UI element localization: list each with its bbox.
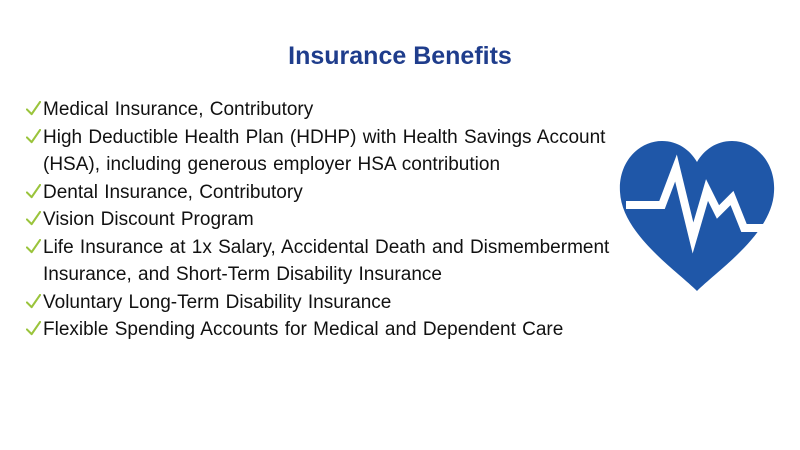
list-item — [26, 179, 626, 207]
list-item-text: Life Insurance at 1x Salary, Accidental Death and Dismemberment Insurance, and Short-Term Disability Insurance — [43, 236, 610, 285]
list-item — [26, 124, 626, 179]
checkmark-icon — [26, 101, 41, 116]
checkmark-icon — [26, 211, 41, 226]
list-item — [26, 316, 626, 344]
list-item-text: Dental Insurance, Contributory — [43, 181, 303, 203]
slide-title: Insurance Benefits — [288, 42, 512, 70]
list-item-text: Voluntary Long-Term Disability Insurance — [43, 291, 392, 313]
checkmark-icon — [26, 129, 41, 144]
benefits-list — [26, 96, 626, 344]
list-item-text: Medical Insurance, Contributory — [43, 99, 314, 120]
checkmark-icon — [26, 321, 41, 336]
list-item-text: Flexible Spending Accounts for Medical and Dependent Care — [43, 319, 564, 340]
list-item-text: Vision Discount Program — [43, 209, 254, 230]
list-item — [26, 234, 626, 289]
checkmark-icon — [26, 184, 41, 199]
checkmark-icon — [26, 239, 41, 254]
heart-pulse-icon — [618, 138, 776, 294]
list-item — [26, 289, 626, 317]
list-item — [26, 96, 626, 124]
checkmark-icon — [26, 294, 41, 309]
list-item — [26, 206, 626, 234]
list-item-text: High Deductible Health Plan (HDHP) with Health Savings Account (HSA), including generous employer HSA contribution — [43, 126, 606, 175]
